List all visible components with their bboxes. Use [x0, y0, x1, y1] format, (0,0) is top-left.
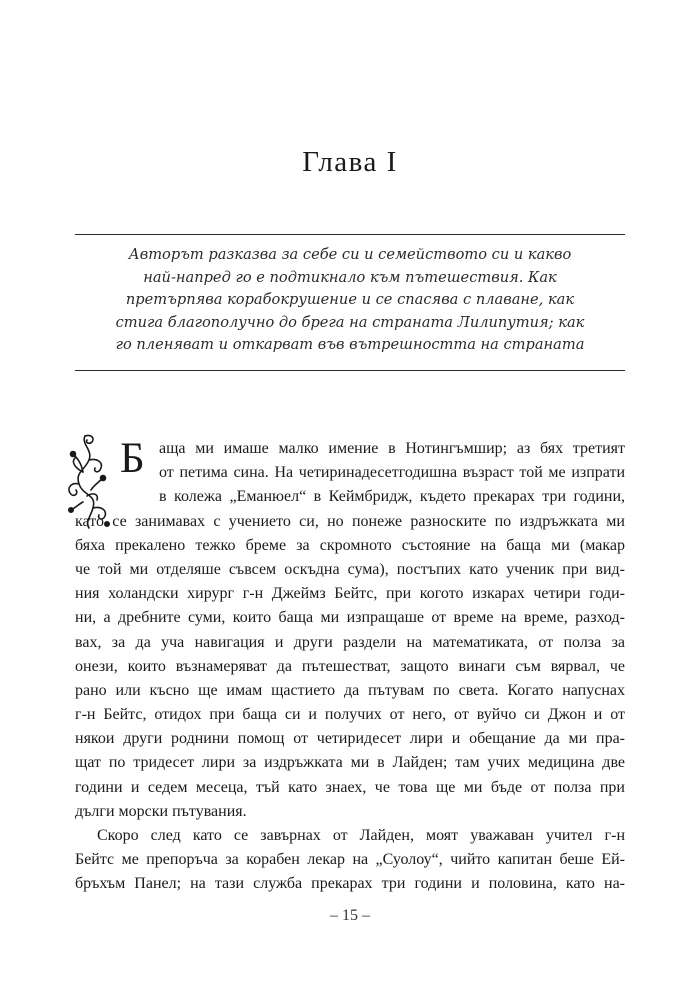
summary-line: го пленяват и откарват във вътрешността на страната — [115, 336, 585, 354]
text-line: от петима сина. На четиринадесетгодишна възраст той ме изпрати — [159, 464, 625, 482]
text-line: години и седем месеца, тъй като знаех, че това ще ми бъде от полза при — [75, 778, 625, 796]
text-line: онези, които възнамеряват да пътешестват, защото винаги съм вярвал, че — [75, 657, 625, 675]
text-line: щат по тридесет лири за издръжката ми в Лайден; там учих медицина две — [75, 754, 625, 772]
summary-bottom-rule — [75, 370, 625, 371]
text-line: г-н Бейтс, отидох при баща си и получих от него, от вуйчо си Джон и от — [75, 706, 625, 724]
text-line: някои други роднини помощ от четиридесет лири и обещание да ми пра- — [75, 730, 625, 748]
summary-line: Авторът разказва за себе си и семейството си и какво — [128, 246, 572, 263]
summary-top-rule — [75, 234, 625, 235]
text-line: вах, за да уча навигация и други раздели на математиката, от полза за — [75, 633, 625, 651]
text-line: Бейтс ме препоръча за корабен лекар на „Суолоу“, чийто капитан беше Ей- — [75, 851, 625, 869]
text-line: дълги морски пътувания. — [75, 802, 247, 820]
summary-line: най-напред го е подтикнало към пътешествия. Как — [143, 268, 557, 286]
text-line: като се занимавах с учението си, но понеже разноските по издръжката ми — [75, 512, 625, 530]
text-line: аща ми имаше малко имение в Нотингъмшир; аз бях третият — [159, 440, 625, 457]
chapter-summary — [80, 244, 620, 357]
text-line: ния холандски хирург г-н Джеймз Бейтс, при когото изкарах четири годи- — [75, 585, 625, 603]
text-line: ни, а дребните суми, които баща ми изпращаше от време на време, разход- — [75, 609, 625, 627]
summary-line: стига благополучно до брега на страната Лилипутия; как — [115, 313, 585, 331]
text-line: бяха прекалено тежко бреме за скромното състояние на баща ми (макар — [75, 536, 625, 554]
page-number: – 15 – — [330, 907, 370, 924]
text-line: в колежа „Еманюел“ в Кеймбридж, където прекарах три години, — [159, 488, 625, 506]
summary-line: претърпява корабокрушение и се спасява с плаване, как — [125, 291, 575, 309]
text-line: бръхъм Панел; на тази служба прекарах три години и половина, като на- — [75, 875, 625, 893]
text-line: рано или късно ще имам щастието да пътувам по света. Когато напуснах — [75, 681, 625, 699]
drop-cap: Б — [120, 435, 145, 482]
chapter-body-text — [75, 437, 625, 897]
chapter-title: Глава I — [302, 146, 398, 178]
text-line: Скоро след като се завърнах от Лайден, моят уважаван учител г-н — [97, 827, 625, 844]
text-line: че той ми отделяше съвсем оскъдна сума), постъпих като ученик при вид- — [75, 560, 625, 578]
